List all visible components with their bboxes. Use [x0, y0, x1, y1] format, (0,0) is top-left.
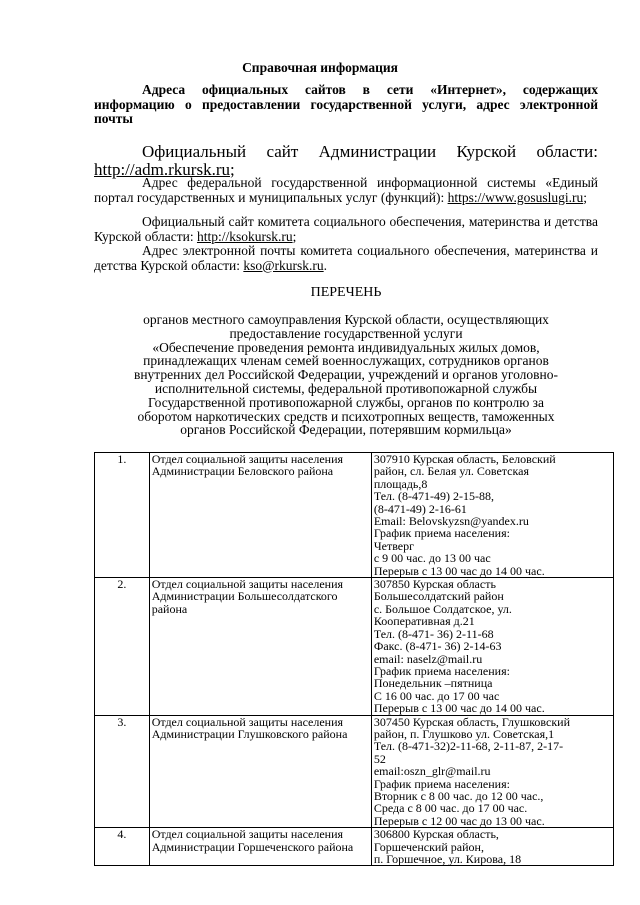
- detail-line: с 9 00 час. до 13 00 час: [373, 551, 491, 566]
- ksokursk-link[interactable]: http://ksokursk.ru: [196, 228, 293, 244]
- description-line: предоставление государственной услуги: [229, 325, 463, 341]
- description-line: «Обеспечение проведения ремонта индивидуальных жилых домов,: [152, 339, 540, 355]
- admin-site-link[interactable]: http://adm.rkursk.ru: [94, 160, 230, 179]
- link-line-admin: [94, 143, 598, 179]
- table-row: [95, 828, 614, 866]
- link-suffix: .: [323, 257, 328, 273]
- organization-name: Отдел социальной защиты населения Администрации Большесолдатского района: [149, 578, 371, 715]
- link-prefix: Адрес федеральной государственной информационной системы «Единый портал государственных и муниципальных услуг (функций):: [94, 175, 598, 205]
- detail-line: площадь,8: [373, 476, 428, 491]
- list-heading: ПЕРЕЧЕНЬ: [310, 285, 382, 300]
- link-prefix: Адрес электронной почты комитета социального обеспечения, материнства и детства Курской области:: [94, 243, 598, 273]
- detail-line: (8-471-49) 2-16-61: [373, 501, 467, 516]
- detail-line: Большесолдатский район: [373, 589, 504, 604]
- detail-line: район, п. Глушково ул. Советская,1: [373, 726, 555, 741]
- organizations-table: [94, 452, 614, 866]
- row-number: 4.: [95, 828, 150, 866]
- page-title: Справочная информация: [242, 60, 398, 75]
- description-line: Государственной противопожарной службы, органов по контролю за: [148, 394, 544, 410]
- description-line: исполнительной системы, федеральной противопожарной службы: [154, 380, 538, 396]
- detail-line: 307910 Курская область, Беловский: [373, 452, 556, 466]
- table-row: [95, 715, 614, 828]
- detail-line: Горшеченский район,: [373, 839, 484, 854]
- link-suffix: ;: [583, 189, 587, 205]
- table-row: [95, 453, 614, 578]
- detail-line: 307450 Курская область, Глушковский: [373, 714, 571, 729]
- detail-line: Четверг: [373, 538, 415, 553]
- link-suffix: ;: [292, 228, 297, 244]
- detail-line: район, сл. Белая ул. Советская: [373, 464, 529, 479]
- link-prefix: Официальный сайт Администрации Курской области:: [142, 142, 598, 161]
- link-suffix: ;: [229, 160, 235, 179]
- detail-line: Тел. (8-471- 36) 2-11-68: [373, 626, 494, 641]
- subtitle: Адреса официальных сайтов в сети «Интернет», содержащих информацию о предоставлении государственной услуги, адрес электронной почты: [94, 82, 598, 126]
- row-number: 3.: [95, 715, 150, 828]
- detail-line: Понедельник –пятница: [373, 676, 493, 691]
- organization-details: [371, 828, 613, 866]
- detail-line[interactable]: email: naselz@mail.ru: [373, 651, 483, 666]
- link-line-email: [94, 244, 598, 273]
- organization-name: Отдел социальной защиты населения Администрации Горшеченского района: [149, 828, 371, 866]
- organization-name: Отдел социальной защиты населения Администрации Глушковского района: [149, 715, 371, 828]
- detail-line: 306800 Курская область,: [373, 827, 499, 842]
- detail-line: Перерыв с 13 00 час до 14 00 час.: [373, 563, 545, 578]
- link-prefix: Официальный сайт комитета социального обеспечения, материнства и детства Курской области:: [94, 214, 598, 244]
- description-line: органов местного самоуправления Курской области, осуществляющих: [143, 312, 549, 327]
- detail-line: Перерыв с 13 00 час до 14 00 час.: [373, 701, 545, 716]
- detail-line: Кооперативная д.21: [373, 614, 475, 629]
- link-line-gosuslugi: [94, 176, 598, 205]
- list-description: [94, 313, 598, 437]
- detail-line: Перерыв с 12 00 час до 13 00 час.: [373, 813, 545, 828]
- description-line: оборотом наркотических средств и психотропных веществ, таможенных: [137, 408, 555, 424]
- description-line: внутренних дел Российской Федерации, учреждений и органов уголовно-: [133, 367, 559, 383]
- gosuslugi-link[interactable]: https://www.gosuslugi.ru: [447, 189, 584, 205]
- detail-line: С 16 00 час. до 17 00 час: [373, 688, 500, 703]
- detail-line: с. Большое Солдатское, ул.: [373, 601, 512, 616]
- table-row: [95, 578, 614, 715]
- organization-details: [371, 453, 613, 578]
- description-line: органов Российской Федерации, потерявшим кормильца»: [180, 422, 512, 438]
- detail-line: Вторник с 8 00 час. до 12 00 час.,: [373, 788, 544, 803]
- detail-line: Тел. (8-471-32)2-11-68, 2-11-87, 2-17-: [373, 739, 564, 754]
- detail-line: График приема населения:: [373, 776, 510, 791]
- detail-line: График приема населения:: [373, 663, 510, 678]
- organization-name: Отдел социальной защиты населения Администрации Беловского района: [149, 453, 371, 578]
- row-number: 2.: [95, 578, 150, 715]
- detail-line[interactable]: email:oszn_glr@mail.ru: [373, 764, 491, 779]
- detail-line: Тел. (8-471-49) 2-15-88,: [373, 489, 495, 504]
- link-line-ksokursk: [94, 215, 598, 244]
- organization-details: [371, 578, 613, 715]
- description-line: принадлежащих членам семей военнослужащих, сотрудников органов: [143, 353, 549, 369]
- detail-line: Среда с 8 00 час. до 17 00 час.: [373, 801, 528, 816]
- detail-line: п. Горшечное, ул. Кирова, 18: [373, 852, 522, 866]
- detail-line: Факс. (8-471- 36) 2-14-63: [373, 639, 502, 654]
- detail-line[interactable]: Email: Belovskyzsn@yandex.ru: [373, 514, 529, 529]
- email-link[interactable]: kso@rkursk.ru: [243, 257, 324, 273]
- row-number: 1.: [95, 453, 150, 578]
- detail-line: 307850 Курская область: [373, 577, 496, 592]
- organization-details: [371, 715, 613, 828]
- detail-line: График приема населения:: [373, 526, 510, 541]
- detail-line: 52: [373, 751, 386, 766]
